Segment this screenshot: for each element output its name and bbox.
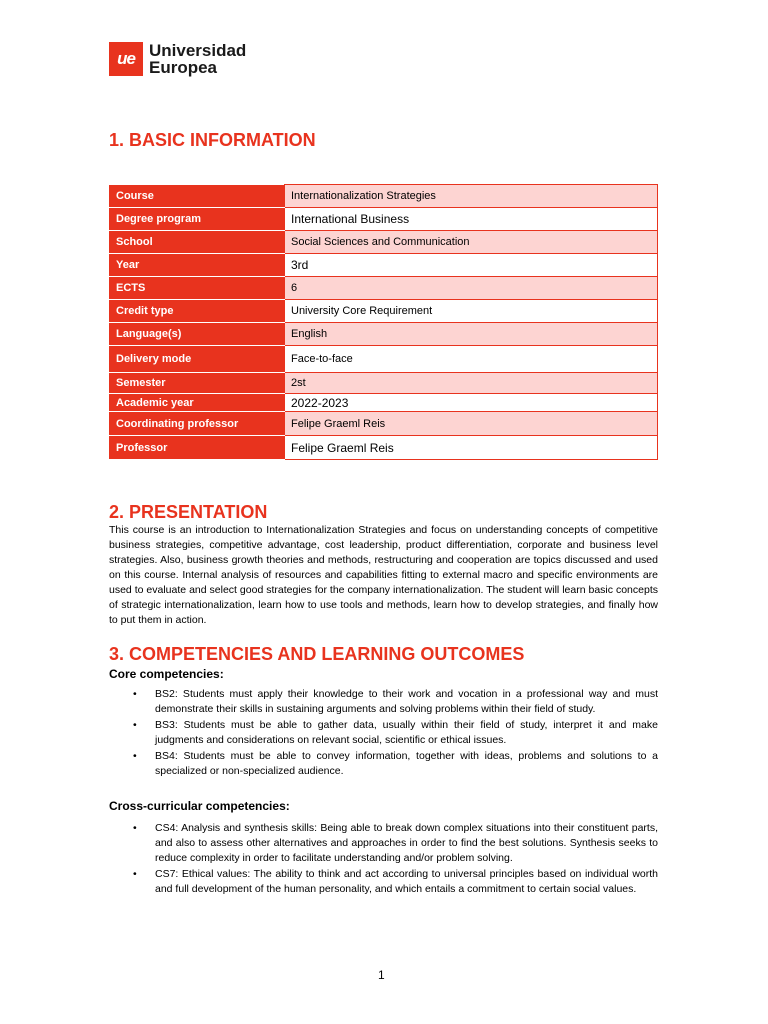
row-value: Face-to-face: [285, 346, 658, 373]
list-item: • BS3: Students must be able to gather data, usually within their field of study, interpret it and make judgments and considerations on relevant social, scientific or ethical issues.: [109, 718, 658, 748]
row-value: Internationalization Strategies: [285, 185, 658, 208]
table-row: [110, 254, 658, 277]
cross-curricular-list: [109, 821, 658, 898]
page-number: 1: [378, 968, 385, 982]
core-competencies-heading: Core competencies:: [109, 667, 224, 681]
row-value: English: [285, 323, 658, 346]
row-value: Felipe Graeml Reis: [285, 412, 658, 436]
table-row: [110, 436, 658, 460]
logo-line-2: Europea: [149, 58, 218, 77]
row-label: Degree program: [110, 208, 285, 231]
table-row: [110, 231, 658, 254]
basic-information-heading: 1. BASIC INFORMATION: [109, 130, 316, 150]
row-label: Academic year: [110, 394, 285, 412]
university-logo: [109, 42, 246, 76]
list-item: • BS4: Students must be able to convey information, together with ideas, problems and solutions to a specialized or non-specialized audience.: [109, 749, 658, 779]
row-value: 6: [285, 277, 658, 300]
basic-information-table: [109, 184, 658, 460]
row-value: 2st: [285, 373, 658, 394]
row-value: Felipe Graeml Reis: [285, 436, 658, 460]
competencies-heading: 3. COMPETENCIES AND LEARNING OUTCOMES: [109, 644, 525, 664]
row-value: 3rd: [285, 254, 658, 277]
table-row: [110, 208, 658, 231]
row-label: Course: [110, 185, 285, 208]
list-item: • CS7: Ethical values: The ability to think and act according to universal principles based on individual worth and full development of the human personality, and which entails a commitment to certain social values.: [109, 867, 658, 897]
core-competencies-list: [109, 687, 658, 780]
logo-mark: ue: [109, 42, 143, 76]
presentation-heading: 2. PRESENTATION: [109, 502, 268, 522]
table-row: [110, 185, 658, 208]
row-label: Coordinating professor: [110, 412, 285, 436]
row-label: Professor: [110, 436, 285, 460]
row-label: Year: [110, 254, 285, 277]
table-row: [110, 412, 658, 436]
table-row: [110, 323, 658, 346]
table-row: [110, 277, 658, 300]
row-value: University Core Requirement: [285, 300, 658, 323]
table-row: [110, 373, 658, 394]
row-label: Credit type: [110, 300, 285, 323]
logo-wordmark: [149, 42, 246, 76]
row-label: School: [110, 231, 285, 254]
row-label: Semester: [110, 373, 285, 394]
list-item: • BS2: Students must apply their knowledge to their work and vocation in a professional way and must demonstrate their skills in sustaining arguments and solving problems within their field of study.: [109, 687, 658, 717]
row-label: Delivery mode: [110, 346, 285, 373]
cross-curricular-heading: Cross-curricular competencies:: [109, 799, 290, 813]
table-row: [110, 346, 658, 373]
logo-line-1: Universidad: [149, 41, 247, 60]
row-value: International Business: [285, 208, 658, 231]
table-row: [110, 394, 658, 412]
list-item: • CS4: Analysis and synthesis skills: Being able to break down complex situations into their constituent parts, and also to assess other alternatives and approaches in order to find the best solutions. Synthesis seeks to reduce complexity in order to facilitate understanding and/or problem solving.: [109, 821, 658, 866]
presentation-paragraph: This course is an introduction to Internationalization Strategies and focus on understanding concepts of competitive business strategies, competitive advantage, cost leadership, product differentiation, corporate and business level strategies. Also, business growth theories and methods, restructuring and cooperation are topics discussed and used on this course. Internal analysis of resources and capabilities fitting to external macro and specific environments are used to evaluate and select good strategies for the company internationalization. The student will learn basic concepts of strategic internationalization, learn how to use tools and methods, learn how to develop strategies, and finally how to put them in action.: [109, 524, 658, 626]
table-row: [110, 300, 658, 323]
row-value: 2022-2023: [285, 394, 658, 412]
row-label: ECTS: [110, 277, 285, 300]
row-label: Language(s): [110, 323, 285, 346]
row-value: Social Sciences and Communication: [285, 231, 658, 254]
